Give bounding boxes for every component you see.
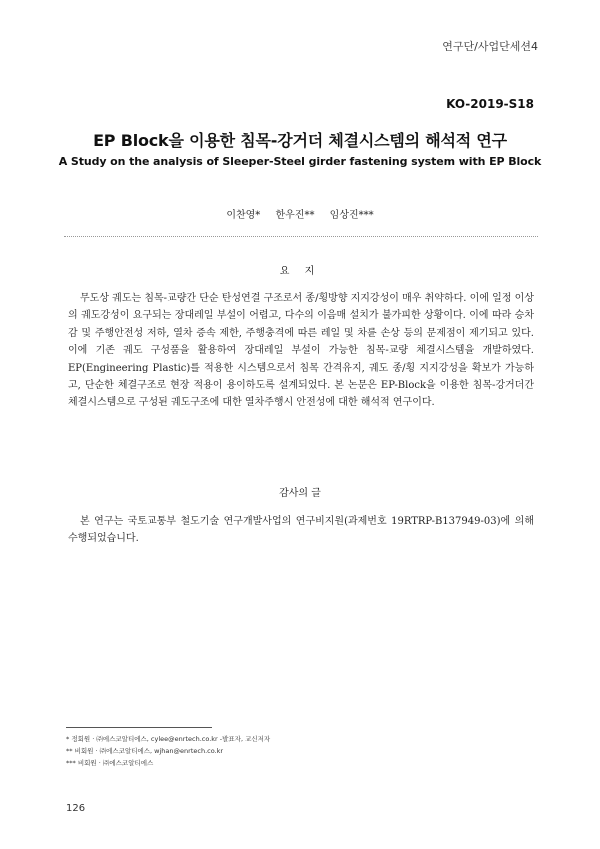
paper-title-english: A Study on the analysis of Sleeper-Steel girder fastening system with EP Block [58,155,542,168]
series-header: 연구단/사업단세션4 [442,40,538,53]
abstract-heading: 요 지 [279,266,321,277]
author-1: 이찬영* [226,210,261,221]
author-3: 임상진*** [329,210,374,221]
author-2: 한우진** [275,210,315,221]
footnotes [66,733,270,769]
footnote-2: ** 비회원 · ㈜에스코알티에스, wjhan@enrtech.co.kr [66,747,224,755]
acknowledgement-text: 본 연구는 국토교통부 철도기술 연구개발사업의 연구비지원(과제번호 19RTRP-B137949-03)에 의해 수행되었습니다. [68,516,534,545]
acknowledgement-heading: 감사의 글 [279,488,321,499]
author-list [0,206,600,221]
footnote-3: *** 비회원 · ㈜에스코알티에스 [66,759,154,767]
page-number: 126 [66,803,86,814]
footnote-divider [66,727,212,728]
footnote-1: * 정회원 · ㈜에스코알티에스, cylee@enrtech.co.kr -발표자, 교신저자 [66,735,271,743]
paper-title-korean: EP Block을 이용한 침목-강거더 체결시스템의 해석적 연구 [93,131,507,150]
title-divider [64,236,538,237]
paper-code: KO-2019-S18 [446,97,534,111]
abstract-text: 무도상 궤도는 침목-교량간 단순 탄성연결 구조로서 종/횡방향 지지강성이 매우 취약하다. 이에 일정 이상의 궤도강성이 요구되는 장대레일 부설이 어렵고, 다수의 이음매 설치가 불가피한 상황이다. 이에 따라 승차감 및 주행안전성 저하, 열차 증속 제한, 주행충격에 따른 레일 및 차륜 손상 등의 문제점이 제기되고 있다. 이에 기존 궤도 구성품을 활용하여 장대레일 부설이 가능한 침목-교량 체결시스템을 개발하였다. EP(Engineering Plastic)를 적용한 시스템으로서 침목 간격유지, 궤도 종/횡 지지강성을 확보가 가능하고, 단순한 체결구조로 현장 적용이 용이하도록 설계되었다. 본 논문은 EP-Block을 이용한 침목-강거더간 체결시스템으로 구성된 궤도구조에 대한 열차주행시 안전성에 대한 해석적 연구이다. [68,293,534,409]
